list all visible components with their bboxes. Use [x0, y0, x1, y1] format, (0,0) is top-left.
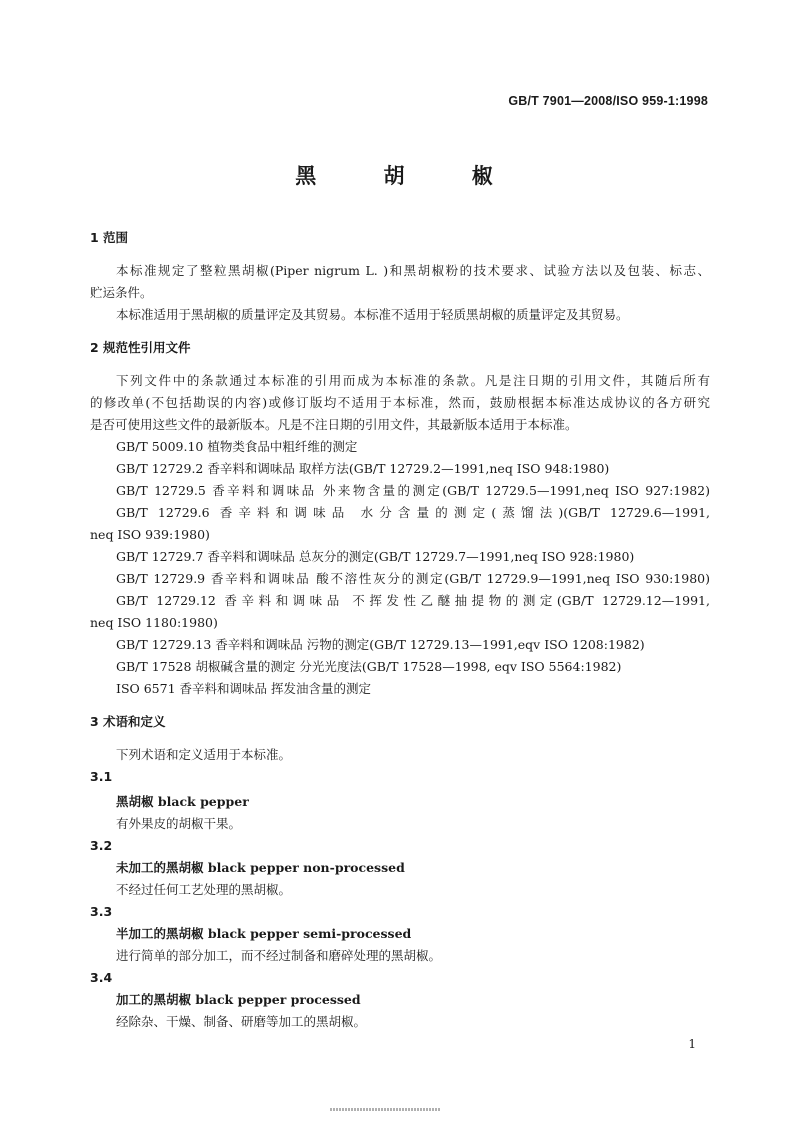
document-title: 黑 胡 椒: [295, 164, 523, 188]
reference-item: GB/T 12729.12 香辛料和调味品 不挥发性乙醚抽提物的测定(GB/T 12729.12—1991,: [116, 593, 710, 608]
term-name: 未加工的黑胡椒 black pepper non-processed: [116, 860, 405, 875]
reference-item-continued: neq ISO 939:1980): [90, 527, 210, 542]
page-number: 1: [688, 1037, 696, 1051]
section-3-heading: 3 术语和定义: [90, 714, 166, 729]
term-number: 3.1: [90, 769, 113, 784]
reference-item: GB/T 12729.9 香辛料和调味品 酸不溶性灰分的测定(GB/T 12729.9—1991,neq ISO 930:1980): [116, 571, 710, 586]
section-1-para-2: 本标准适用于黑胡椒的质量评定及其贸易。本标准不适用于轻质黑胡椒的质量评定及其贸易。: [116, 307, 629, 322]
section-2-intro-line-1: 下列文件中的条款通过本标准的引用而成为本标准的条款。凡是注日期的引用文件，其随后所有: [116, 373, 710, 388]
reference-item-continued: neq ISO 1180:1980): [90, 615, 218, 630]
term-name: 加工的黑胡椒 black pepper processed: [116, 992, 361, 1007]
section-2-heading: 2 规范性引用文件: [90, 340, 191, 355]
term-name: 黑胡椒 black pepper: [116, 794, 249, 809]
term-number: 3.3: [90, 904, 113, 919]
section-1-para-1-line-2: 贮运条件。: [90, 285, 153, 300]
section-2-intro-line-2: 的修改单(不包括勘误的内容)或修订版均不适用于本标准，然而，鼓励根据本标准达成协议的各方研究: [90, 395, 710, 410]
reference-item: ISO 6571 香辛料和调味品 挥发油含量的测定: [116, 681, 371, 696]
term-number: 3.4: [90, 970, 113, 985]
section-3-intro: 下列术语和定义适用于本标准。: [116, 747, 292, 762]
term-number: 3.2: [90, 838, 113, 853]
standard-code: GB/T 7901—2008/ISO 959-1:1998: [508, 94, 708, 108]
section-2-intro-line-3: 是否可使用这些文件的最新版本。凡是不注日期的引用文件，其最新版本适用于本标准。: [90, 417, 578, 432]
reference-item: GB/T 12729.5 香辛料和调味品 外来物含量的测定(GB/T 12729.5—1991,neq ISO 927:1982): [116, 483, 710, 498]
reference-item: GB/T 17528 胡椒碱含量的测定 分光光度法(GB/T 17528—1998, eqv ISO 5564:1982): [116, 659, 622, 674]
section-1-para-1-line-1: 本标准规定了整粒黑胡椒(Piper nigrum L. )和黑胡椒粉的技术要求、试验方法以及包装、标志、: [116, 263, 710, 278]
reference-item: GB/T 5009.10 植物类食品中粗纤维的测定: [116, 439, 358, 454]
term-name: 半加工的黑胡椒 black pepper semi-processed: [116, 926, 412, 941]
reference-item: GB/T 12729.2 香辛料和调味品 取样方法(GB/T 12729.2—1991,neq ISO 948:1980): [116, 461, 610, 476]
reference-item: GB/T 12729.13 香辛料和调味品 污物的测定(GB/T 12729.13—1991,eqv ISO 1208:1982): [116, 637, 645, 652]
term-definition: 有外果皮的胡椒干果。: [116, 816, 242, 831]
term-definition: 进行简单的部分加工，而不经过制备和磨碎处理的黑胡椒。: [116, 948, 442, 963]
term-definition: 经除杂、干燥、制备、研磨等加工的黑胡椒。: [116, 1014, 367, 1029]
reference-item: GB/T 12729.6 香辛料和调味品 水分含量的测定(蒸馏法)(GB/T 12729.6—1991,: [116, 505, 710, 520]
section-1-heading: 1 范围: [90, 230, 129, 245]
term-definition: 不经过任何工艺处理的黑胡椒。: [116, 882, 292, 897]
reference-item: GB/T 12729.7 香辛料和调味品 总灰分的测定(GB/T 12729.7—1991,neq ISO 928:1980): [116, 549, 635, 564]
footer-watermark: [330, 1108, 440, 1111]
